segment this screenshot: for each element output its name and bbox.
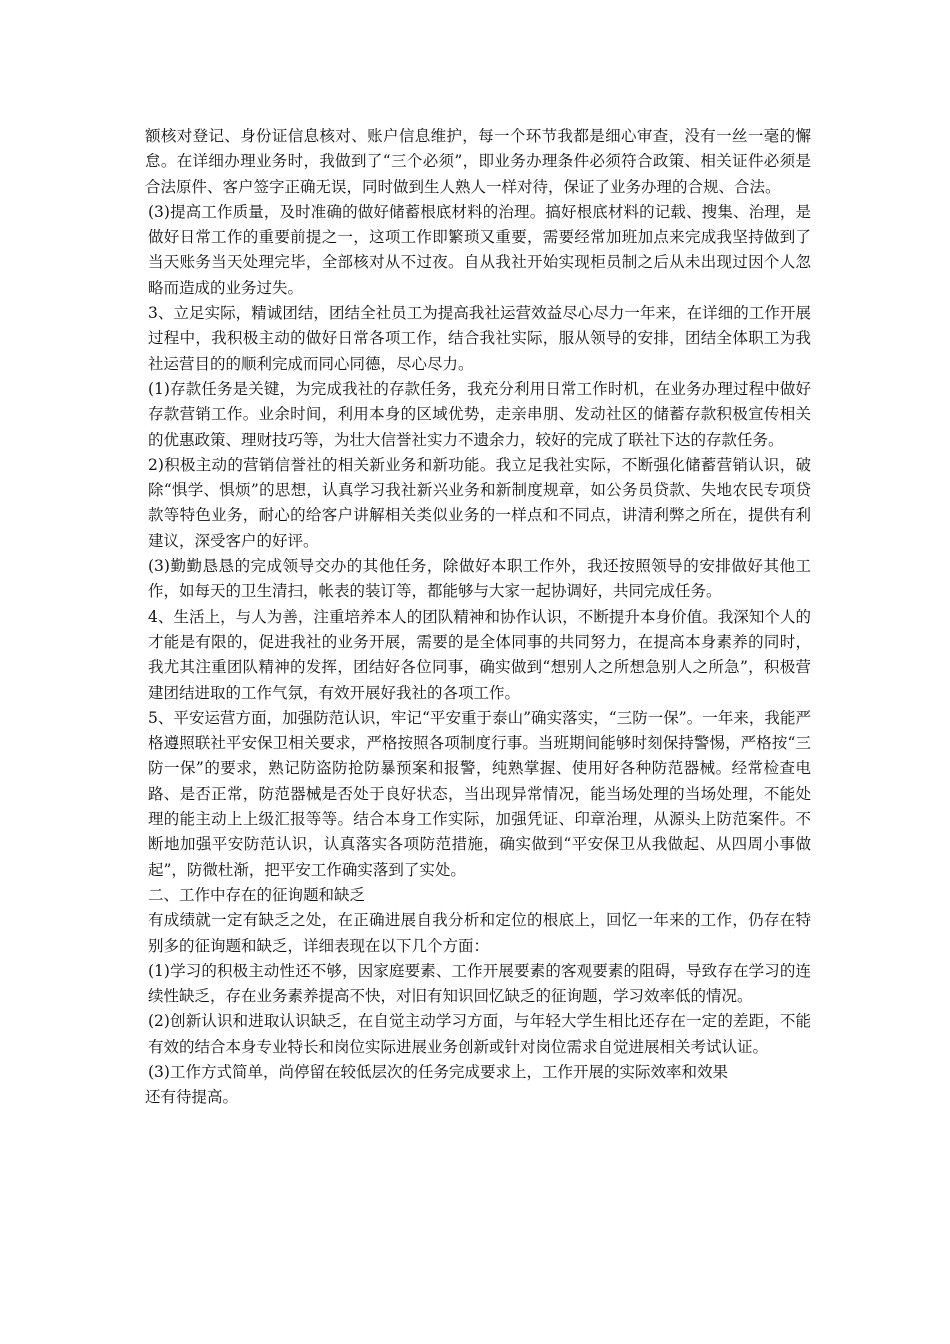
paragraph-p03: 3、立足实际，精诚团结，团结全社员工为提高我社运营效益尽心尽力一年来，在详细的工作开展过程中，我积极主动的做好日常各项工作，结合我社实际，服从领导的安排，团结全体职工为我社运营目的的顺利完成而同心同德，尽心尽力。 (148, 304, 811, 373)
paragraph-p02: (3)提高工作质量，及时准确的做好储蓄根底材料的治理。搞好根底材料的记载、搜集、治理，是做好日常工作的重要前提之一，这项工作即繁琐又重要，需要经常加班加点来完成我坚持做到了当天账务当天处理完毕，全部核对从不过夜。自从我社开始实现柜员制之后从未出现过因个人忽略而造成的业务过失。 (148, 202, 811, 297)
paragraph-p13-line1: (3)工作方式简单，尚停留在较低层次的任务完成要求上，工作开展的实际效率和效果 (148, 1062, 728, 1081)
paragraph-p08: 5、平安运营方面，加强防范认识，牢记“平安重于泰山”确实落实，“三防一保”。一年来，我能严格遵照联社平安保卫相关要求，严格按照各项制度行事。当班期间能够时刻保持警惕，严格按“三防一保”的要求，熟记防盗防抢防暴预案和报警，纯熟掌握、使用好各种防范器械。经常检查电路、是否正常，防范器械是否处于良好状态，当出现异常情况，能当场处理的当场处理，不能处理的能主动上上级汇报等等。结合本身工作实际，加强凭证、印章治理，从源头上防范案件。不断地加强平安防范认识，认真落实各项防范措施，确实做到“平安保卫从我做起、从四周小事做起”，防微杜渐，把平安工作确实落到了实处。 (148, 708, 811, 879)
section-heading: 二、工作中存在的征询题和缺乏 (148, 885, 366, 904)
paragraph-p01: 额核对登记、身份证信息核对、账户信息维护，每一个环节我都是细心审查，没有一丝一毫的懈怠。在详细办理业务时，我做到了“三个必须”，即业务办理条件必须符合政策、相关证件必须是合法原件、客户签字正确无误，同时做到生人熟人一样对待，保证了业务办理的合规、合法。 (145, 127, 811, 196)
paragraph-p10: 有成绩就一定有缺乏之处，在正确进展自我分析和定位的根底上，回忆一年来的工作，仍存在特别多的征询题和缺乏，详细表现在以下几个方面： (148, 911, 811, 955)
paragraph-p12: (2)创新认识和进取认识缺乏，在自觉主动学习方面，与年轻大学生相比还存在一定的差距，不能有效的结合本身专业特长和岗位实际进展业务创新或针对岗位需求自觉进展相关考试认证。 (148, 1012, 811, 1056)
paragraph-p05: 2)积极主动的营销信誉社的相关新业务和新功能。我立足我社实际，不断强化储蓄营销认识，破除“惧学、惧烦”的思想，认真学习我社新兴业务和新制度规章，如公务员贷款、失地农民专项贷款等特色业务，耐心的给客户讲解相关类似业务的一样点和不同点，讲清利弊之所在，提供有利建议，深受客户的好评。 (148, 455, 811, 550)
paragraph-p06: (3)勤勤恳恳的完成领导交办的其他任务，除做好本职工作外，我还按照领导的安排做好其他工作，如每天的卫生清扫，帐表的装订等，都能够与大家一起协调好，共同完成任务。 (148, 557, 811, 601)
paragraph-p07: 4、生活上，与人为善，注重培养本人的团队精神和协作认识，不断提升本身价值。我深知个人的才能是有限的，促进我社的业务开展，需要的是全体同事的共同努力，在提高本身素养的同时，我尤其注重团队精神的发挥，团结好各位同事，确实做到“想别人之所想急别人之所急”，积极营建团结进取的工作气氛，有效开展好我社的各项工作。 (148, 607, 811, 702)
paragraph-p11: (1)学习的积极主动性还不够，因家庭要素、工作开展要素的客观要素的阻碍，导致存在学习的连续性缺乏，存在业务素养提高不快，对旧有知识回忆缺乏的征询题，学习效率低的情况。 (148, 961, 811, 1006)
paragraph-p13-line2: 还有待提高。 (145, 1088, 239, 1107)
paragraph-p04: (1)存款任务是关键，为完成我社的存款任务，我充分利用日常工作时机，在业务办理过程中做好存款营销工作。业余时间，利用本身的区域优势，走亲串朋、发动社区的储蓄存款积极宣传相关的优惠政策、理财技巧等，为壮大信誉社实力不遗余力，较好的完成了联社下达的存款任务。 (148, 379, 811, 449)
document-body (145, 124, 811, 1111)
